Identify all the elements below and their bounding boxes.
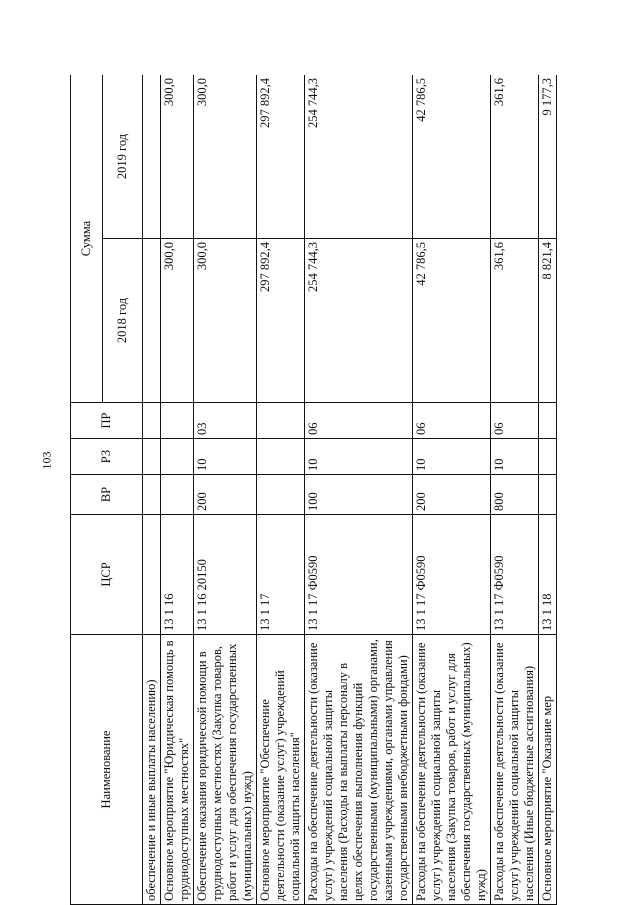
cell-name: Основное мероприятие "Юридическая помощь в труднодоступных местностях" (161, 635, 194, 905)
cell-rz: 10 (194, 439, 257, 475)
cell-pr (161, 403, 194, 439)
budget-table (70, 75, 557, 905)
cell-vr (539, 475, 557, 515)
cell-csr: 13 1 17 (257, 515, 305, 635)
cell-2018: 297 892,4 (257, 239, 305, 403)
cell-name: Обеспечение оказания юридической помощи в труднодоступных местностях (Закупка товаров, работ и услуг для обеспечения государственных (муниципальных) нужд) (194, 635, 257, 905)
cell-rz (539, 439, 557, 475)
cell-csr: 13 1 17 Ф0590 (305, 515, 413, 635)
table-row (305, 75, 413, 905)
cell-vr: 100 (305, 475, 413, 515)
cell-2019: 300,0 (194, 75, 257, 239)
cell-2019: 42 786,5 (413, 75, 491, 239)
cell-pr: 06 (305, 403, 413, 439)
cell-vr (143, 475, 161, 515)
cell-vr: 800 (491, 475, 539, 515)
cell-pr (539, 403, 557, 439)
table-row (491, 75, 539, 905)
cell-2018: 300,0 (161, 239, 194, 403)
cell-2019: 300,0 (161, 75, 194, 239)
table-row (194, 75, 257, 905)
header-name: Наименование (71, 635, 143, 905)
cell-vr: 200 (413, 475, 491, 515)
cell-pr: 06 (491, 403, 539, 439)
header-2019: 2019 год (103, 75, 143, 239)
table-row (257, 75, 305, 905)
cell-csr: 13 1 18 (539, 515, 557, 635)
table-row (539, 75, 557, 905)
cell-2019: 297 892,4 (257, 75, 305, 239)
cell-csr: 13 1 17 Ф0590 (413, 515, 491, 635)
cell-2019: 361,6 (491, 75, 539, 239)
cell-pr: 03 (194, 403, 257, 439)
budget-table-rotated (70, 75, 612, 905)
cell-vr (161, 475, 194, 515)
cell-csr: 13 1 16 (161, 515, 194, 635)
cell-2019: 9 177,3 (539, 75, 557, 239)
cell-name: Расходы на обеспечение деятельности (оказание услуг) учреждений социальной защиты населения (Иные бюджетные ассигнования) (491, 635, 539, 905)
cell-vr (257, 475, 305, 515)
header-pr: ПР (71, 403, 143, 439)
cell-rz: 10 (413, 439, 491, 475)
header-2018: 2018 год (103, 239, 143, 403)
cell-2019: 254 744,3 (305, 75, 413, 239)
cell-name: Основное мероприятие "Обеспечение деятельности (оказание услуг) учреждений социальной защиты населения" (257, 635, 305, 905)
table-row (413, 75, 491, 905)
cell-pr (143, 403, 161, 439)
cell-2018: 8 821,4 (539, 239, 557, 403)
cell-pr: 06 (413, 403, 491, 439)
page-number: 103 (39, 451, 54, 470)
header-vr: ВР (71, 475, 143, 515)
header-sum: Сумма (71, 75, 103, 403)
cell-rz (257, 439, 305, 475)
cell-2018: 361,6 (491, 239, 539, 403)
table-row (143, 75, 161, 905)
table-row (161, 75, 194, 905)
header-rz: РЗ (71, 439, 143, 475)
cell-csr: 13 1 16 20150 (194, 515, 257, 635)
cell-name: Расходы на обеспечение деятельности (оказание услуг) учреждений социальной защиты населения (Расходы на выплаты персоналу в целях обеспечения выполнения функций государственными (муниципальными) органами, казенными учреждениями, органами управления государственными внебюджетными фондами) (305, 635, 413, 905)
cell-name: Основное мероприятие "Оказание мер (539, 635, 557, 905)
cell-vr: 200 (194, 475, 257, 515)
cell-2018: 300,0 (194, 239, 257, 403)
cell-name: Расходы на обеспечение деятельности (оказание услуг) учреждений социальной защиты населения (Закупка товаров, работ и услуг для обеспечения государственных (муниципальных) нужд) (413, 635, 491, 905)
cell-pr (257, 403, 305, 439)
cell-2019 (143, 75, 161, 239)
cell-csr: 13 1 17 Ф0590 (491, 515, 539, 635)
cell-rz: 10 (305, 439, 413, 475)
cell-rz (143, 439, 161, 475)
cell-2018 (143, 239, 161, 403)
cell-2018: 42 786,5 (413, 239, 491, 403)
cell-rz: 10 (491, 439, 539, 475)
cell-2018: 254 744,3 (305, 239, 413, 403)
table-viewport (70, 75, 612, 905)
cell-csr (143, 515, 161, 635)
header-csr: ЦСР (71, 515, 143, 635)
cell-name: обеспечение и иные выплаты населению) (143, 635, 161, 905)
cell-rz (161, 439, 194, 475)
